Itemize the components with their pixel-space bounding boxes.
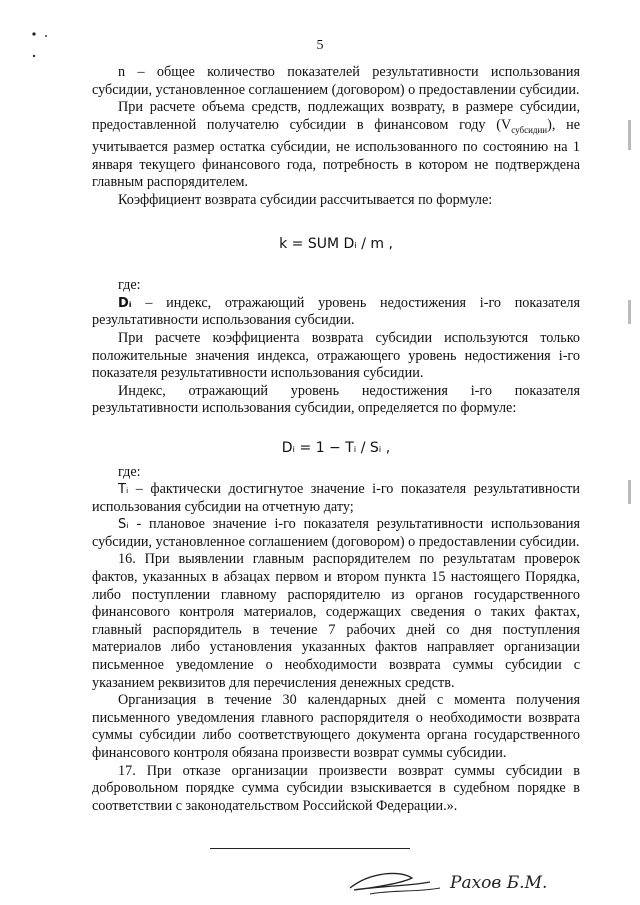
signature-icon [330, 858, 610, 900]
text-span: - плановое значение i-го показателя результативности использования субсидии, установленное соглашением (договором) о предоставлении субсидии. [92, 516, 580, 550]
paragraph-ti-definition [92, 481, 580, 516]
symbol-ti: Tᵢ [118, 482, 129, 498]
scan-edge-mark [628, 120, 631, 150]
text-span: – индекс, отражающий уровень недостижения i-го показателя результативности использования субсидии. [92, 294, 580, 329]
paragraph-17: 17. При отказе организации произвести возврат суммы субсидии в добровольном порядке сумма субсидии взыскивается в судебном порядке в соответствии с законодательством Российской Федерации.». [92, 762, 580, 814]
paragraph-di-definition [92, 295, 580, 330]
paragraph-16-organization: Организация в течение 30 календарных дней с момента получения письменного уведомления главного распорядителя о необходимости возврата суммы субсидии либо соответствующего документа органа государственного финансового контроля обязана произвести возврат суммы субсидии. [92, 692, 580, 762]
page-number: 5 [316, 38, 324, 53]
formula-k: k = SUM Dᵢ / m , [279, 235, 393, 252]
symbol-di: Dᵢ [118, 295, 132, 311]
scan-edge-mark [628, 480, 631, 504]
paragraph-coefficient-intro: Коэффициент возврата субсидии рассчитывается по формуле: [118, 191, 493, 208]
handwriting-note: Рахов Б.М. [450, 873, 548, 893]
scan-edge-mark [628, 300, 631, 324]
subscript: субсидии [511, 124, 548, 135]
document-body [92, 64, 580, 815]
paragraph-index-intro: Индекс, отражающий уровень недостижения i-го показателя результативности использования субсидии, определяется по формуле: [92, 382, 580, 417]
where-label: где: [118, 277, 141, 294]
formula-di: Dᵢ = 1 − Tᵢ / Sᵢ , [281, 439, 391, 456]
symbol-si: Sᵢ [118, 517, 129, 533]
paragraph-si-definition [92, 516, 580, 551]
text-span: ), не учитывается размер остатка субсидии, не использованного по состоянию на 1 января текущего финансового года, потребность в котором не подтверждена главным распорядителем. [92, 116, 580, 191]
where-label: где: [118, 463, 141, 480]
text-span: – фактически достигнутое значение i-го показателя результативности использования субсидии на отчетную дату; [92, 481, 580, 515]
paragraph-n-definition: n – общее количество показателей результативности использования субсидии, установленное соглашением (договором) о предоставлении субсидии. [92, 64, 580, 98]
paragraph-volume-calc [92, 99, 580, 192]
text-span: При расчете объема средств, подлежащих возврату, в размере субсидии, предоставленной получателю субсидии в финансовом году (V [92, 99, 580, 133]
paragraph-16: 16. При выявлении главным распорядителем по результатам проверок фактов, указанных в абзацах первом и втором пункта 15 настоящего Порядка, либо поступлении главному распорядителю из органов государственного финансового контроля материалов, содержащих сведения о таких фактах, главный распорядитель в течение 7 рабочих дней со дня поступления материалов либо установления указанных фактов направляет организации письменное уведомление о необходимости возврата суммы субсидии с указанием реквизитов для перечисления денежных средств. [92, 551, 580, 691]
paragraph-positive-values: При расчете коэффициента возврата субсидии используются только положительные значения индекса, отражающего уровень недостижения i-го показателя результативности использования субсидии. [92, 329, 580, 382]
separator-line [210, 848, 410, 849]
